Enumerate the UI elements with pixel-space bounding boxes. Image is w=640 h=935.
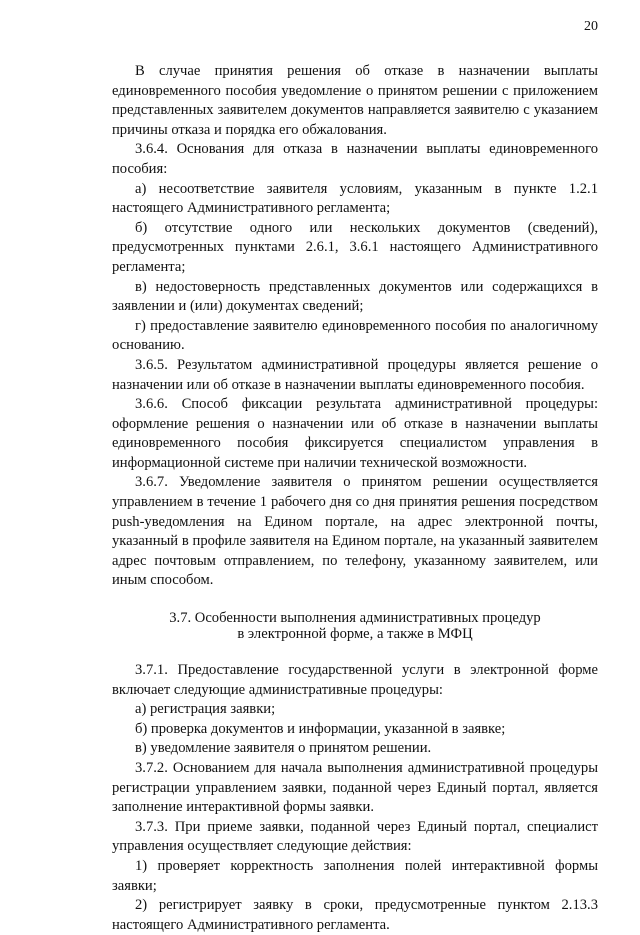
section-heading	[112, 610, 598, 642]
list-item: 2) регистрирует заявку в сроки, предусмотренные пунктом 2.13.3 настоящего Административного регламента.	[112, 897, 598, 933]
paragraph: 3.6.7. Уведомление заявителя о принятом решении осуществляется управлением в течение 1 рабочего дня со дня принятия решения посредством push-уведомления на Едином портале, на адрес электронной почты, указанный в профиле заявителя на Едином портале, на указанный заявителем адрес почтовым отправлением, по телефону, указанному заявителем, или иным способом.	[112, 474, 598, 589]
section-heading-line: 3.7. Особенности выполнения административных процедур	[169, 610, 541, 627]
paragraph: 3.7.1. Предоставление государственной услуги в электронной форме включает следующие административные процедуры:	[112, 662, 598, 698]
list-item: г) предоставление заявителю единовременного пособия по аналогичному основанию.	[112, 317, 598, 354]
list-item: в) уведомление заявителя о принятом решении.	[135, 740, 432, 757]
paragraph: 3.7.2. Основанием для начала выполнения административной процедуры регистрации управлением заявки, поданной через Единый портал, является заполнение интерактивной формы заявки.	[112, 760, 598, 816]
document-body	[112, 62, 598, 935]
section-heading-line: в электронной форме, а также в МФЦ	[237, 626, 473, 643]
list-item: а) несоответствие заявителя условиям, указанным в пункте 1.2.1 настоящего Административного регламента;	[112, 180, 598, 217]
list-item: б) проверка документов и информации, указанной в заявке;	[135, 720, 506, 737]
paragraph: В случае принятия решения об отказе в назначении выплаты единовременного пособия уведомление о принятом решении с приложением представленных заявителем документов направляется заявителю с указанием причины отказа и порядка его обжалования.	[112, 63, 598, 138]
paragraph: 3.6.5. Результатом административной процедуры является решение о назначении или об отказе в назначении выплаты единовременного пособия.	[112, 356, 598, 393]
paragraph: 3.6.6. Способ фиксации результата административной процедуры: оформление решения о назначении или об отказе в назначении выплаты единовременного пособия фиксируется специалистом управления в информационной системе при наличии технической возможности.	[112, 396, 598, 471]
list-item: 1) проверяет корректность заполнения полей интерактивной формы заявки;	[112, 857, 598, 894]
list-item: в) недостоверность представленных документов или содержащихся в заявлении и (или) документах сведений;	[112, 278, 598, 315]
list-item: б) отсутствие одного или нескольких документов (сведений), предусмотренных пунктами 2.6.1, 3.6.1 настоящего Административного регламента;	[112, 219, 598, 275]
list-item: а) регистрация заявки;	[135, 701, 276, 718]
paragraph: 3.6.4. Основания для отказа в назначении выплаты единовременного пособия:	[112, 141, 598, 177]
paragraph: 3.7.3. При приеме заявки, поданной через Единый портал, специалист управления осуществляет следующие действия:	[112, 818, 598, 855]
page-number: 20	[584, 19, 598, 34]
